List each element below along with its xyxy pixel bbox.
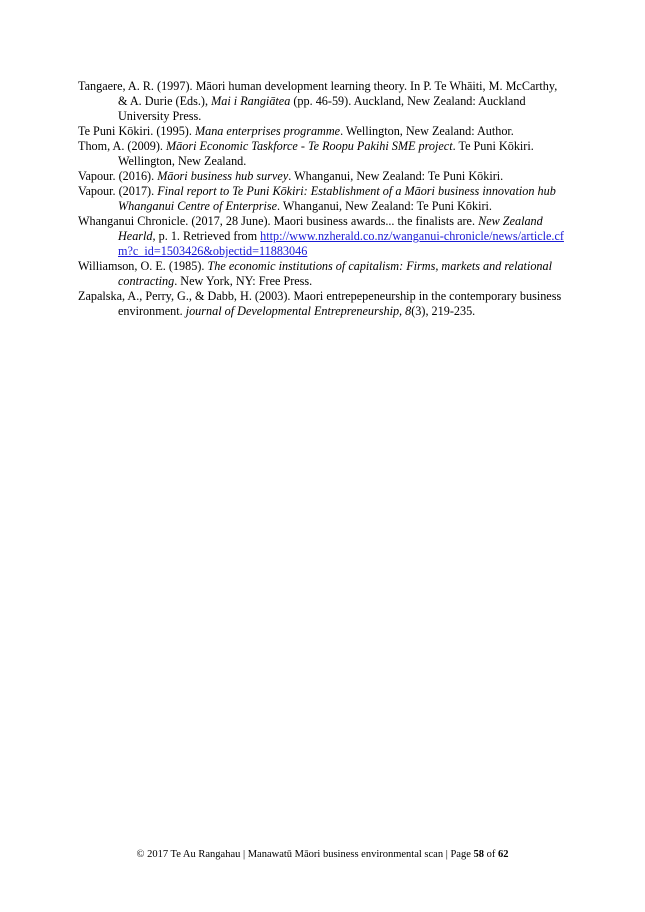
footer-page-number: 58	[473, 849, 484, 860]
reference-text: . Te Puni Kōkiri. Wellington, New Zealand.	[118, 139, 534, 168]
reference-text: . Whanganui, New Zealand: Te Puni Kōkiri.	[277, 199, 492, 213]
reference-italic-text: Māori Economic Taskforce - Te Roopu Pakihi SME project	[166, 139, 453, 153]
reference-text: (pp. 46-59). Auckland, New Zealand: Auckland University Press.	[118, 94, 526, 123]
reference-entry	[78, 214, 566, 259]
footer-text: © 2017 Te Au Rangahau | Manawatū Māori business environmental scan | Page	[136, 849, 474, 860]
reference-text: p. 1. Retrieved from	[155, 229, 261, 243]
reference-text: Te Puni Kōkiri. (1995).	[78, 124, 195, 138]
footer-page-total: 62	[497, 849, 509, 860]
reference-entry	[78, 184, 566, 214]
reference-text: (3), 219-235.	[411, 304, 476, 318]
reference-italic-text: Final report to Te Puni Kōkiri: Establishment of a Māori business innovation hub Whanganui Centre of Enterprise	[118, 184, 556, 213]
reference-url-link[interactable]: http://www.nzherald.co.nz/wanganui-chronicle/news/article.cfm?c_id=1503426&objectid=11883046	[118, 229, 564, 258]
reference-list	[78, 79, 566, 319]
reference-italic-text: Mana enterprises programme	[194, 124, 341, 138]
reference-text: Zapalska, A., Perry, G., & Dabb, H. (2003). Maori entrepepeneurship in the contemporary business environment.	[78, 289, 562, 318]
reference-text: . Wellington, New Zealand: Author.	[340, 124, 514, 138]
reference-entry	[78, 139, 566, 169]
reference-text: Vapour. (2016).	[78, 169, 158, 183]
reference-text: Tangaere, A. R. (1997). Māori human development learning theory. In P. Te Whāiti, M. McCarthy, & A. Durie (Eds.),	[78, 79, 558, 108]
reference-entry	[78, 79, 566, 124]
reference-entry	[78, 259, 566, 289]
reference-text: Williamson, O. E. (1985).	[78, 259, 208, 273]
page-footer	[0, 848, 645, 861]
reference-italic-text: Māori business hub survey	[157, 169, 289, 183]
reference-italic-text: journal of Developmental Entrepreneurship, 8	[185, 304, 412, 318]
reference-entry	[78, 169, 566, 184]
reference-text: Whanganui Chronicle. (2017, 28 June). Maori business awards... the finalists are.	[78, 214, 479, 228]
reference-text: Vapour. (2017).	[78, 184, 158, 198]
reference-entry	[78, 124, 566, 139]
footer-of: of	[483, 849, 498, 860]
reference-entry	[78, 289, 566, 319]
reference-italic-text: Mai i Rangiātea	[211, 94, 291, 108]
reference-text: . Whanganui, New Zealand: Te Puni Kōkiri.	[288, 169, 504, 183]
reference-text: Thom, A. (2009).	[78, 139, 167, 153]
reference-italic-text: The economic institutions of capitalism: Firms, markets and relational contracting	[118, 259, 552, 288]
reference-text: . New York, NY: Free Press.	[174, 274, 313, 288]
reference-italic-text: New Zealand Hearld,	[118, 214, 543, 243]
